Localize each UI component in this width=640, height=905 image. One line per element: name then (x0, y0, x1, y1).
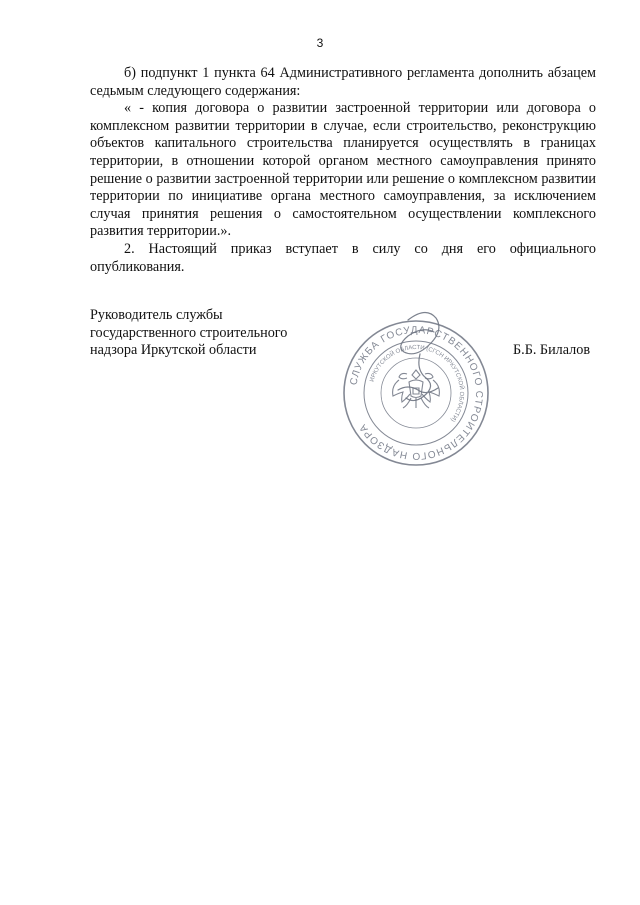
handwritten-signature (368, 300, 468, 430)
signatory-position-line: надзора Иркутской области (90, 342, 257, 359)
paragraph-amendment-intro: б) подпункт 1 пункта 64 Административного регламента дополнить абзацем седьмым следующего содержания: (90, 65, 596, 99)
document-body (90, 65, 596, 276)
signatory-position (90, 307, 287, 360)
page-number: 3 (316, 36, 324, 50)
signatory-position-line: Руководитель службы (90, 307, 223, 323)
signatory-position-line: государственного строительного (90, 324, 288, 341)
paragraph-amendment-text: « - копия договора о развитии застроенной территории или договора о комплексном развитии территории в случае, если строительство, реконструкцию объектов капитального строительства планируется осуществлять в границах территории, в отношении которой органом местного самоуправления принято решение о развитии застроенной территории или решение о комплексном развитии территории по инициативе органа местного самоуправления, за исключением случая принятия решения о самостоятельном осуществлении комплексного развития территории.». (90, 100, 596, 240)
signatory-name: Б.Б. Билалов (513, 342, 591, 358)
signature-stroke (398, 312, 439, 400)
seal-outer-text: СЛУЖБА ГОСУДАРСТВЕННОГО СТРОИТЕЛЬНОГО НАДЗОРА (348, 324, 485, 462)
seal-inner-text: ИРКУТСКОЙ ОБЛАСТИ (СГСН ИРКУТСКОЙ ОБЛАСТИ) (369, 344, 465, 423)
paragraph-effective-date: 2. Настоящий приказ вступает в силу со дня его официального опубликования. (90, 240, 596, 275)
